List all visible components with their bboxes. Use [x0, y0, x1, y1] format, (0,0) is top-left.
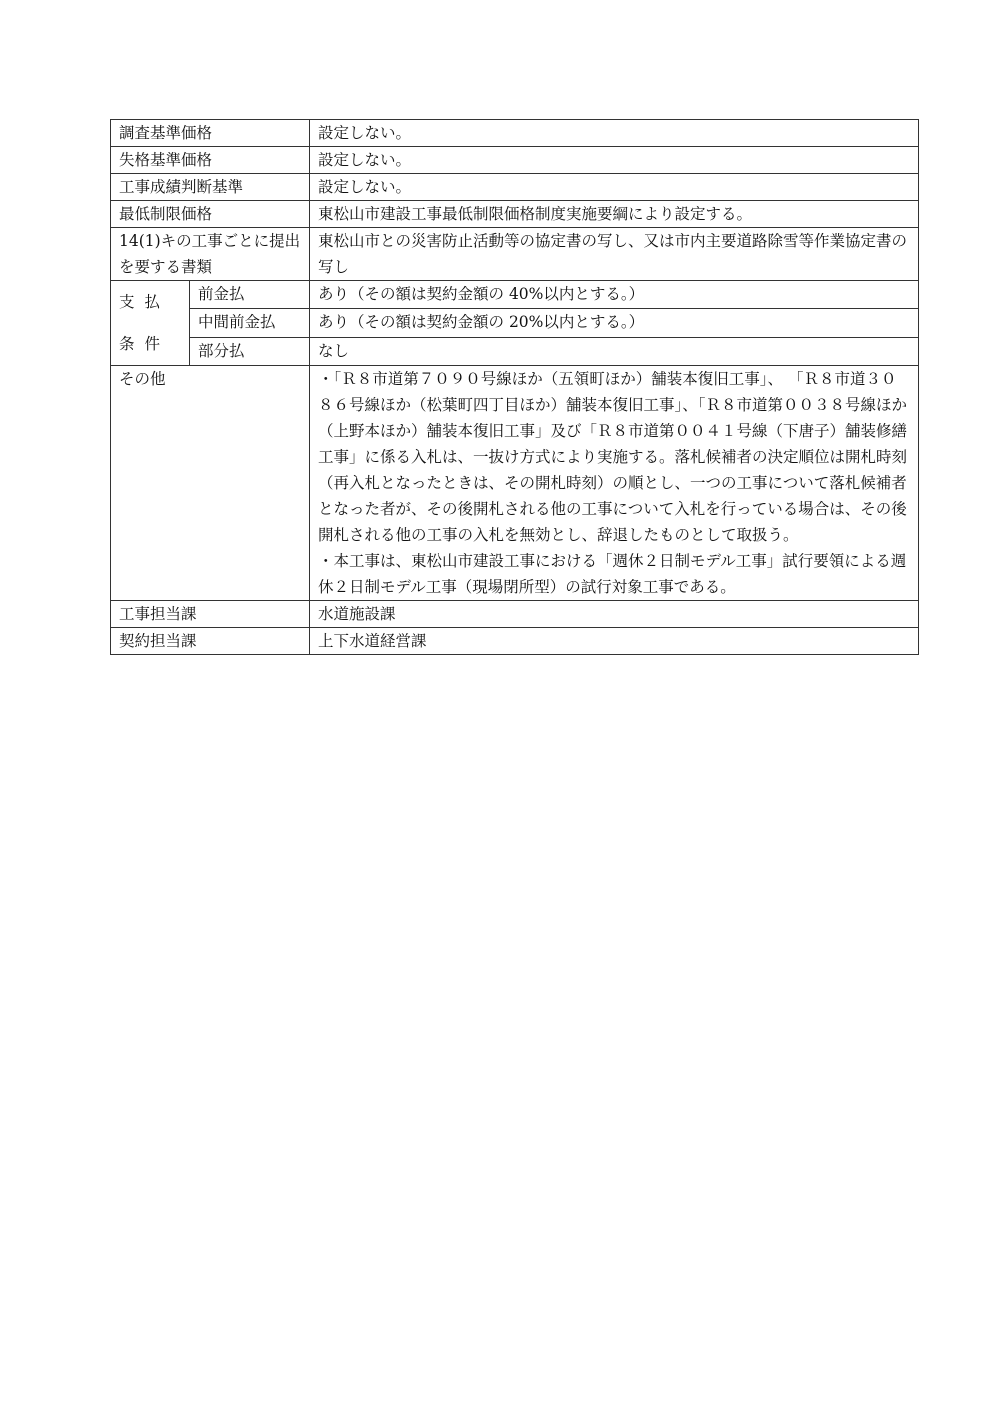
note-paragraph: ・「Ｒ８市道第７０９０号線ほか（五領町ほか）舗装本復旧工事」、 「Ｒ８市道３０８６号線ほか（松葉町四丁目ほか）舗装本復旧工事」、「Ｒ８市道第００３８号線ほか（上野本ほか）舗装本復旧工事」及び「Ｒ８市道第００４１号線（下唐子）舗装修繕工事」に係る入札は、一抜け方式により実施する。落札候補者の決定順位は開札時刻（再入札となったときは、その開札時刻）の順とし、一つの工事について落札候補者となった者が、その後開札される他の工事について入札を行っている場合は、その後開札される他の工事の入札を無効とし、辞退したものとして取扱う。: [318, 370, 908, 544]
table-row: [111, 174, 919, 201]
row-label: 最低制限価格: [111, 201, 310, 228]
row-label: 調査基準価格: [111, 120, 310, 147]
row-label: その他: [111, 366, 310, 601]
table-row: [111, 337, 919, 365]
payment-item-value: なし: [310, 337, 919, 365]
table-row: [111, 628, 919, 655]
table-row: [111, 201, 919, 228]
conditions-table: [110, 119, 919, 655]
table-row: [111, 228, 919, 281]
table-row: [111, 366, 919, 601]
payment-item-value: あり（その額は契約金額の 20%以内とする。）: [310, 309, 919, 337]
row-label: 工事成績判断基準: [111, 174, 310, 201]
payment-item-value: あり（その額は契約金額の 40%以内とする。）: [310, 281, 919, 309]
table-row: [111, 147, 919, 174]
row-value: 設定しない。: [310, 174, 919, 201]
table-row: [111, 281, 919, 309]
row-label: 失格基準価格: [111, 147, 310, 174]
table-row: [111, 309, 919, 337]
payment-item-label: 中間前金払: [190, 309, 310, 337]
table-row: [111, 601, 919, 628]
row-value: 上下水道経営課: [310, 628, 919, 655]
other-notes: [310, 366, 919, 601]
row-label: 14(1)キの工事ごとに提出を要する書類: [111, 228, 310, 281]
row-value: 東松山市との災害防止活動等の協定書の写し、又は市内主要道路除雪等作業協定書の写し: [310, 228, 919, 281]
row-label: 工事担当課: [111, 601, 310, 628]
row-value: 東松山市建設工事最低制限価格制度実施要綱により設定する。: [310, 201, 919, 228]
row-value: 設定しない。: [310, 120, 919, 147]
note-paragraph: ・本工事は、東松山市建設工事における「週休２日制モデル工事」試行要領による週休２日制モデル工事（現場閉所型）の試行対象工事である。: [318, 552, 907, 596]
info-sheet: [110, 119, 918, 655]
row-value: 水道施設課: [310, 601, 919, 628]
payment-conditions-label: 支払条件: [111, 281, 190, 366]
row-label: 契約担当課: [111, 628, 310, 655]
payment-item-label: 部分払: [190, 337, 310, 365]
table-row: [111, 120, 919, 147]
row-value: 設定しない。: [310, 147, 919, 174]
payment-item-label: 前金払: [190, 281, 310, 309]
